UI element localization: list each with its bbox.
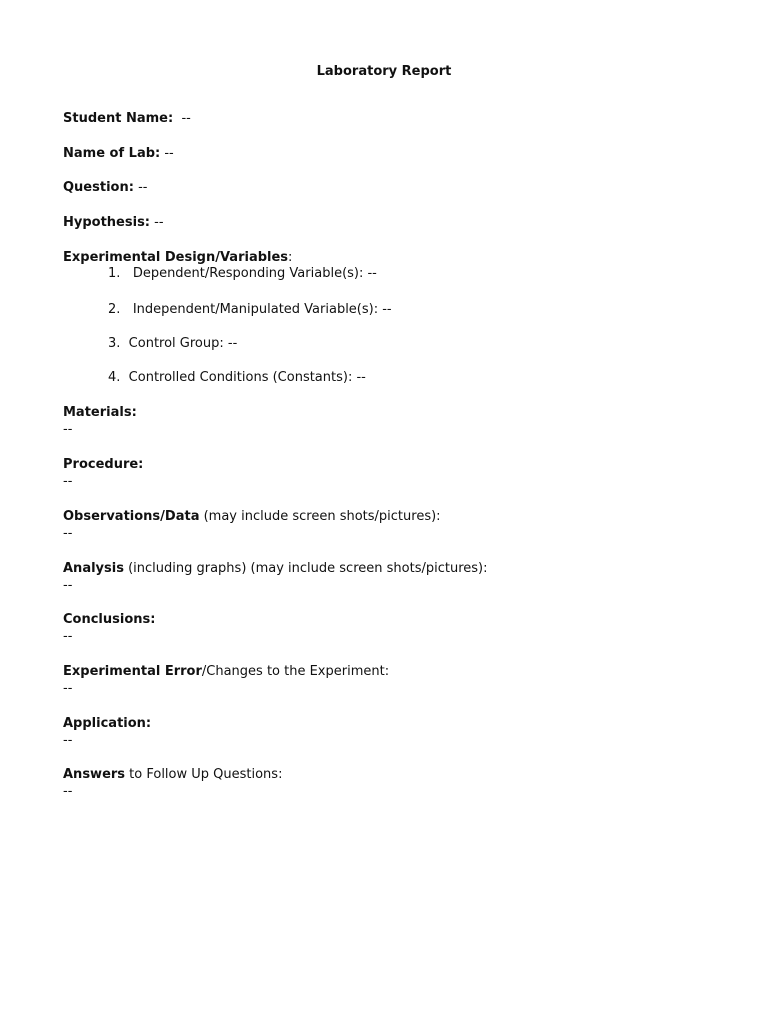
- hypothesis-line: [63, 215, 164, 231]
- materials-label: Materials:: [63, 405, 137, 420]
- observations-heading: [63, 509, 441, 525]
- student-name-value: --: [181, 111, 191, 126]
- variable-list-item: [108, 370, 366, 386]
- observations-note: (may include screen shots/pictures):: [199, 509, 441, 524]
- experimental-error-note: /Changes to the Experiment:: [201, 664, 390, 679]
- observations-label: Observations/Data: [63, 509, 200, 524]
- analysis-value: --: [63, 578, 73, 593]
- name-of-lab-value: --: [164, 146, 174, 161]
- answers-value: --: [63, 784, 73, 799]
- variable-list-item: [108, 302, 392, 318]
- observations-value: --: [63, 526, 73, 541]
- list-item-number: 1.: [108, 266, 121, 281]
- hypothesis-value: --: [154, 215, 164, 230]
- application-label: Application:: [63, 716, 152, 731]
- question-label: Question:: [63, 180, 134, 195]
- name-of-lab-label: Name of Lab:: [63, 146, 161, 161]
- hypothesis-label: Hypothesis:: [63, 215, 151, 230]
- analysis-note: (including graphs) (may include screen shots/pictures):: [123, 561, 488, 576]
- analysis-label: Analysis: [63, 561, 124, 576]
- question-line: [63, 180, 147, 196]
- experimental-design-label: Experimental Design/Variables: [63, 250, 289, 265]
- answers-note: to Follow Up Questions:: [125, 767, 283, 782]
- list-item-text: Independent/Manipulated Variable(s): --: [132, 302, 392, 317]
- list-item-text: Control Group: --: [128, 336, 238, 351]
- list-item-text: Controlled Conditions (Constants): --: [128, 370, 366, 385]
- procedure-label: Procedure:: [63, 457, 144, 472]
- document-title: Laboratory Report: [316, 64, 452, 79]
- application-value: --: [63, 733, 73, 748]
- question-value: --: [138, 180, 148, 195]
- answers-label: Answers: [63, 767, 126, 782]
- conclusions-value: --: [63, 629, 73, 644]
- experimental-design-suffix: :: [288, 250, 293, 265]
- conclusions-label: Conclusions:: [63, 612, 156, 627]
- materials-value: --: [63, 422, 73, 437]
- student-name-label: Student Name:: [63, 111, 174, 126]
- variable-list-item: [108, 266, 377, 282]
- experimental-error-heading: [63, 664, 389, 680]
- student-name-line: [63, 111, 191, 127]
- experimental-error-label: Experimental Error: [63, 664, 202, 679]
- list-item-number: 3.: [108, 336, 121, 351]
- experimental-error-value: --: [63, 681, 73, 696]
- list-item-number: 4.: [108, 370, 121, 385]
- answers-heading: [63, 767, 282, 783]
- procedure-value: --: [63, 474, 73, 489]
- analysis-heading: [63, 561, 487, 577]
- list-item-text: Dependent/Responding Variable(s): --: [132, 266, 377, 281]
- list-item-number: 2.: [108, 302, 121, 317]
- variable-list-item: [108, 336, 237, 352]
- name-of-lab-line: [63, 146, 174, 162]
- experimental-design-heading: [63, 250, 292, 266]
